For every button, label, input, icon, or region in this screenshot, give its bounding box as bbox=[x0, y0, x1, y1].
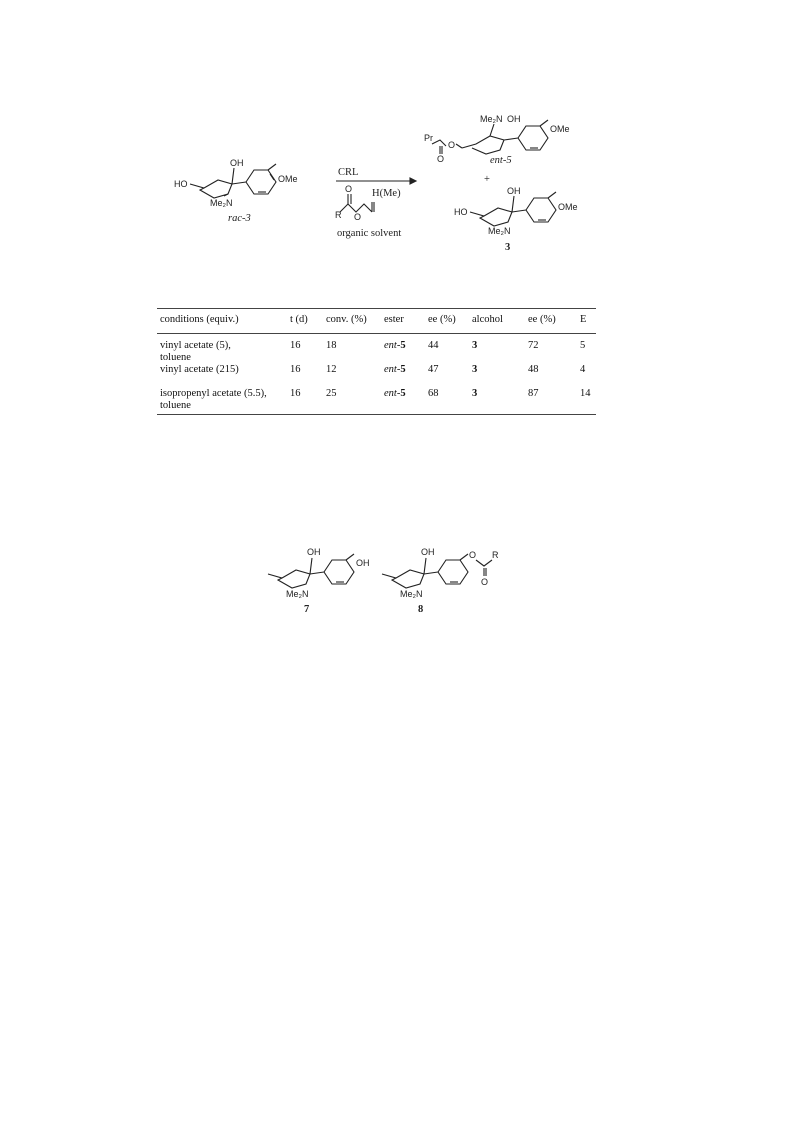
cell-ee-ester: 68 bbox=[425, 376, 469, 415]
reaction-arrow bbox=[335, 167, 416, 239]
product2-nme2: Me₂N bbox=[488, 226, 511, 236]
product1-ome: OMe bbox=[550, 124, 570, 134]
product2-label: 3 bbox=[505, 242, 511, 253]
reactant-ome: OMe bbox=[278, 174, 298, 184]
structures-7-8 bbox=[262, 540, 512, 620]
cell-ester-num: 5 bbox=[400, 388, 406, 399]
reactant-structure bbox=[174, 158, 298, 224]
cell-e: 4 bbox=[580, 364, 586, 375]
product-3-structure bbox=[454, 186, 578, 253]
cell-ee-ester: 47 bbox=[428, 364, 439, 375]
cell-conversion: 18 bbox=[326, 340, 337, 351]
reactant-ho: HO bbox=[174, 179, 188, 189]
cell-ee-alcohol: 87 bbox=[525, 376, 577, 415]
s8-r: R bbox=[492, 550, 499, 560]
product1-o2: O bbox=[437, 154, 445, 164]
cell-conversion: 25 bbox=[323, 376, 381, 415]
cell-conditions-2: toluene bbox=[160, 400, 191, 411]
s7-nme2: Me₂N bbox=[286, 589, 309, 599]
product1-o: O bbox=[448, 140, 456, 150]
s7-label: 7 bbox=[304, 604, 310, 615]
header-ee-alcohol: ee (%) bbox=[525, 309, 577, 334]
cell-ee-alcohol: 72 bbox=[528, 340, 539, 351]
reagent-crl: CRL bbox=[338, 167, 359, 178]
s8-nme2: Me₂N bbox=[400, 589, 423, 599]
cell-ester-prefix: ent- bbox=[384, 388, 401, 399]
cell-ee-ester: 44 bbox=[428, 340, 439, 351]
reactant-label: rac-3 bbox=[228, 213, 251, 224]
reaction-scheme bbox=[160, 108, 600, 258]
cell-ester-prefix: ent- bbox=[384, 364, 401, 375]
cell-ester-num: 5 bbox=[400, 340, 406, 351]
structure-8 bbox=[382, 547, 499, 615]
header-conversion: conv. (%) bbox=[323, 309, 381, 334]
cell-conditions: vinyl acetate (5), bbox=[160, 340, 231, 351]
plus-sign: + bbox=[484, 174, 490, 185]
s8-oh: OH bbox=[421, 547, 435, 557]
reactant-nme2: Me₂N bbox=[210, 198, 233, 208]
product1-nme2: Me₂N bbox=[480, 114, 503, 124]
cell-time: 16 bbox=[287, 376, 323, 415]
table-row bbox=[157, 364, 596, 376]
product2-ho: HO bbox=[454, 207, 468, 217]
cell-alcohol: 3 bbox=[469, 376, 525, 415]
cell-time: 16 bbox=[290, 364, 301, 375]
cell-e: 14 bbox=[577, 376, 596, 415]
header-conditions: conditions (equiv.) bbox=[157, 309, 287, 334]
s7-oh2: OH bbox=[356, 558, 370, 568]
cell-conditions-2: toluene bbox=[160, 352, 191, 363]
cell-ee-alcohol: 48 bbox=[528, 364, 539, 375]
cell-ester-num: 5 bbox=[400, 364, 406, 375]
header-ester: ester bbox=[381, 309, 425, 334]
header-e: E bbox=[577, 309, 596, 334]
product1-oh: OH bbox=[507, 114, 521, 124]
header-ee-ester: ee (%) bbox=[425, 309, 469, 334]
cell-ester-prefix: ent- bbox=[384, 340, 401, 351]
product2-oh: OH bbox=[507, 186, 521, 196]
header-alcohol: alcohol bbox=[469, 309, 525, 334]
ester-reagent-o: O bbox=[345, 184, 353, 194]
s8-label: 8 bbox=[418, 604, 424, 615]
solvent: organic solvent bbox=[337, 228, 402, 239]
s8-o: O bbox=[469, 550, 477, 560]
cell-conditions: vinyl acetate (215) bbox=[160, 364, 239, 375]
table-row bbox=[157, 334, 596, 365]
cell-conditions: isopropenyl acetate (5.5), bbox=[160, 388, 267, 399]
structure-7 bbox=[268, 547, 370, 615]
product-ent-5-structure bbox=[424, 114, 570, 166]
cell-e: 5 bbox=[580, 340, 586, 351]
product1-pr: Pr bbox=[424, 133, 433, 143]
cell-alcohol: 3 bbox=[472, 364, 478, 375]
s8-o2: O bbox=[481, 577, 489, 587]
product2-ome: OMe bbox=[558, 202, 578, 212]
ester-reagent-r: R bbox=[335, 210, 342, 220]
table-row bbox=[157, 376, 596, 415]
table-header-row bbox=[157, 309, 596, 334]
s7-oh: OH bbox=[307, 547, 321, 557]
cell-alcohol: 3 bbox=[472, 340, 478, 351]
cell-conversion: 12 bbox=[326, 364, 337, 375]
cell-time: 16 bbox=[290, 340, 301, 351]
ester-reagent-hme: H(Me) bbox=[372, 188, 401, 199]
reactant-oh: OH bbox=[230, 158, 244, 168]
ester-reagent-o2: O bbox=[354, 212, 362, 222]
header-time: t (d) bbox=[287, 309, 323, 334]
results-table bbox=[157, 308, 596, 415]
product1-label: ent-5 bbox=[490, 155, 512, 166]
